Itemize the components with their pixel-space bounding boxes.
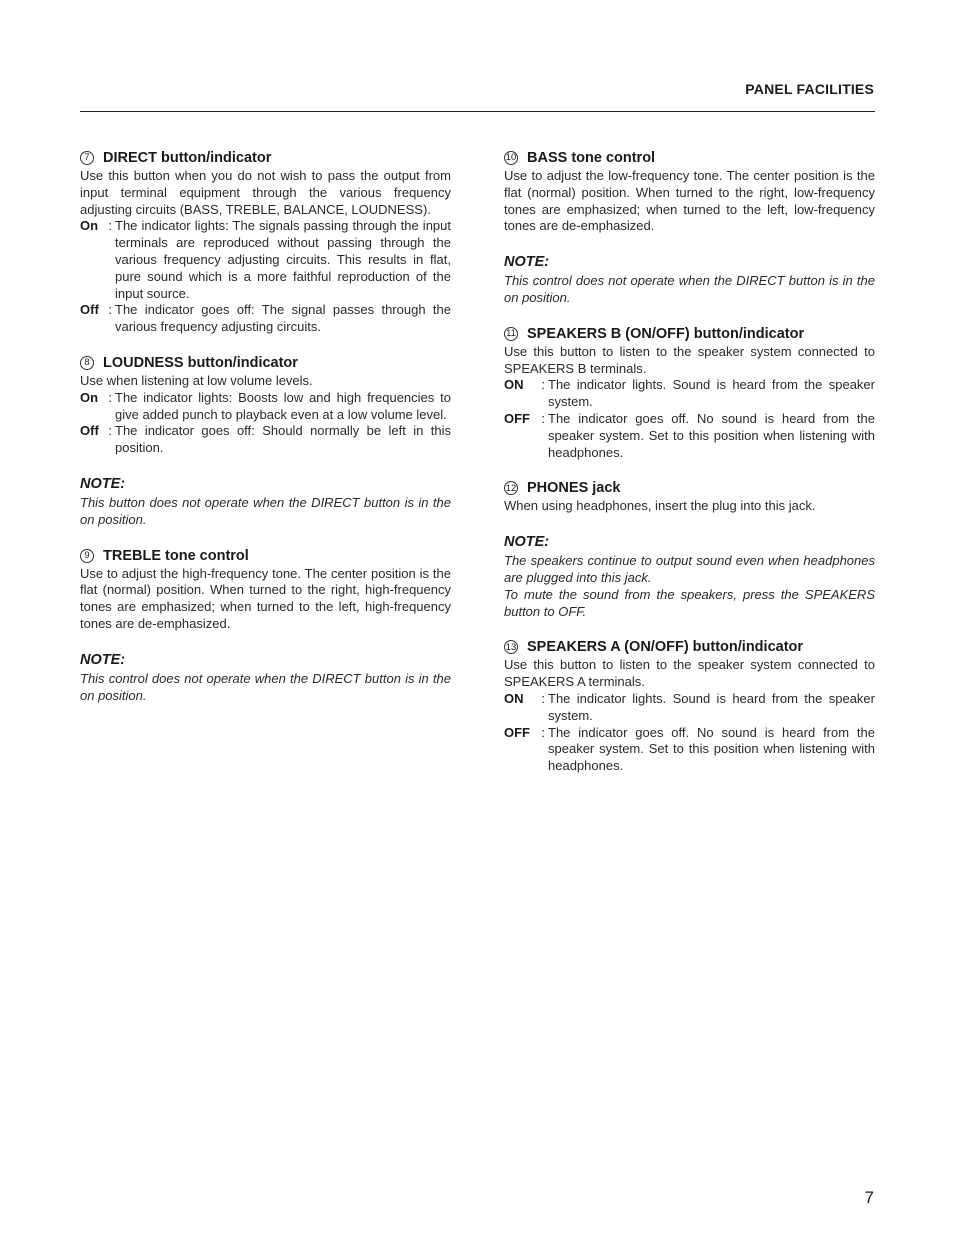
note-text: This button does not operate when the DIRECT button is in the on position. bbox=[80, 494, 451, 527]
page-number: 7 bbox=[864, 1188, 874, 1207]
section-heading bbox=[80, 354, 451, 372]
section-heading bbox=[504, 479, 875, 497]
option-label: OFF bbox=[504, 724, 530, 740]
section-loudness bbox=[80, 354, 451, 457]
note-heading: NOTE: bbox=[80, 475, 126, 492]
note-treble bbox=[80, 651, 451, 705]
option-text: The indicator lights: The signals passing through the input terminals are reproduced without passing through the various frequency adjusting circuits. This results in flat, pure sound which is a more faithful reproduction of the input source. bbox=[115, 218, 451, 301]
section-intro: Use to adjust the high-frequency tone. The center position is the flat (normal) position. When turned to the right, high-frequency tones are emphasized; when turned to the left, high-frequency tones are de-emphasized. bbox=[80, 565, 451, 631]
option-label: Off bbox=[80, 423, 99, 439]
option-off: OFF : The indicator goes off. No sound is heard from the speaker system. Set to this position when listening with headphones. bbox=[504, 724, 875, 774]
section-direct bbox=[80, 149, 451, 336]
option-off: Off : The indicator goes off: The signal passes through the various frequency adjusting circuits. bbox=[80, 302, 451, 335]
option-text: The indicator lights. Sound is heard from the speaker system. bbox=[548, 690, 875, 723]
section-title: TREBLE tone control bbox=[103, 547, 249, 564]
section-phones bbox=[504, 479, 875, 515]
option-text: The indicator goes off. No sound is heard from the speaker system. Set to this position when listening with headphones. bbox=[548, 724, 875, 774]
option-off: OFF : The indicator goes off. No sound is heard from the speaker system. Set to this position when listening with headphones. bbox=[504, 410, 875, 460]
note-loudness bbox=[80, 475, 451, 529]
section-intro: Use this button when you do not wish to pass the output from input terminal equipment through the various frequency adjusting circuits (BASS, TREBLE, BALANCE, LOUDNESS). bbox=[80, 168, 451, 217]
section-title: DIRECT button/indicator bbox=[103, 150, 272, 166]
option-label: On bbox=[80, 218, 99, 234]
circled-number: 9 bbox=[80, 549, 94, 563]
option-on: ON : The indicator lights. Sound is heard from the speaker system. bbox=[504, 690, 875, 723]
section-bass bbox=[504, 149, 875, 235]
section-speakers-a bbox=[504, 638, 875, 775]
section-title: PHONES jack bbox=[527, 480, 621, 497]
note-text: The speakers continue to output sound even when headphones are plugged into this jack. bbox=[504, 553, 875, 585]
section-intro: Use to adjust the low-frequency tone. The center position is the flat (normal) position. When turned to the right, low-frequency tones are emphasized; when turned to the left, low-frequency tones are de-emphasized. bbox=[504, 168, 875, 234]
section-speakers-b bbox=[504, 325, 875, 462]
option-label: ON bbox=[504, 377, 524, 393]
page-header-title: PANEL FACILITIES bbox=[745, 81, 874, 97]
section-intro: Use when listening at low volume levels. bbox=[80, 372, 313, 388]
section-heading bbox=[80, 149, 451, 167]
note-heading: NOTE: bbox=[504, 254, 550, 271]
circled-number: 12 bbox=[505, 482, 517, 494]
option-text: The indicator goes off. No sound is heard from the speaker system. Set to this position when listening with headphones. bbox=[548, 410, 875, 460]
note-bass bbox=[504, 253, 875, 307]
option-text: The indicator goes off: The signal passes through the various frequency adjusting circuits. bbox=[115, 302, 451, 335]
option-text: The indicator lights. Sound is heard from the speaker system. bbox=[548, 377, 875, 410]
note-heading: NOTE: bbox=[504, 534, 550, 551]
option-label: ON bbox=[504, 690, 524, 706]
section-title: LOUDNESS button/indicator bbox=[103, 354, 298, 371]
option-text: The indicator lights: Boosts low and high frequencies to give added punch to playback even at a low volume level. bbox=[115, 389, 451, 422]
option-on: ON : The indicator lights. Sound is heard from the speaker system. bbox=[504, 377, 875, 410]
left-column bbox=[80, 149, 451, 722]
option-label: Off bbox=[80, 302, 99, 318]
note-heading: NOTE: bbox=[80, 651, 126, 668]
section-treble bbox=[80, 547, 451, 633]
circled-number: 10 bbox=[505, 152, 517, 164]
option-on: On : The indicator lights: Boosts low and high frequencies to give added punch to playback even at a low volume level. bbox=[80, 389, 451, 422]
circled-number: 7 bbox=[80, 151, 94, 165]
option-off: Off : The indicator goes off: Should normally be left in this position. bbox=[80, 423, 451, 456]
option-label: On bbox=[80, 389, 99, 405]
section-heading bbox=[504, 638, 875, 656]
section-title: BASS tone control bbox=[527, 150, 656, 166]
section-title: SPEAKERS A (ON/OFF) button/indicator bbox=[527, 639, 804, 656]
section-intro: Use this button to listen to the speaker system connected to SPEAKERS B terminals. bbox=[504, 343, 875, 376]
section-heading bbox=[504, 325, 875, 343]
option-label: OFF bbox=[504, 410, 530, 426]
note-text: This control does not operate when the DIRECT button is in the on position. bbox=[504, 273, 875, 305]
circled-number: 8 bbox=[80, 356, 94, 370]
section-heading bbox=[80, 547, 451, 565]
option-on: On : The indicator lights: The signals passing through the input terminals are reproduced without passing through the various frequency adjusting circuits. This results in flat, pure sound which is a more faithful reproduction of the input source. bbox=[80, 218, 451, 301]
note-text: This control does not operate when the DIRECT button is in the on position. bbox=[80, 670, 451, 703]
section-intro: When using headphones, insert the plug into this jack. bbox=[504, 498, 816, 514]
note-text: To mute the sound from the speakers, press the SPEAKERS button to OFF. bbox=[504, 586, 875, 619]
section-title: SPEAKERS B (ON/OFF) button/indicator bbox=[527, 325, 805, 342]
right-column bbox=[504, 149, 875, 793]
section-heading bbox=[504, 149, 875, 167]
option-text: The indicator goes off: Should normally be left in this position. bbox=[115, 423, 451, 456]
circled-number: 13 bbox=[505, 641, 517, 653]
circled-number: 11 bbox=[504, 327, 518, 341]
header-divider bbox=[80, 111, 875, 112]
section-intro: Use this button to listen to the speaker system connected to SPEAKERS A terminals. bbox=[504, 657, 875, 690]
note-phones bbox=[504, 533, 875, 620]
